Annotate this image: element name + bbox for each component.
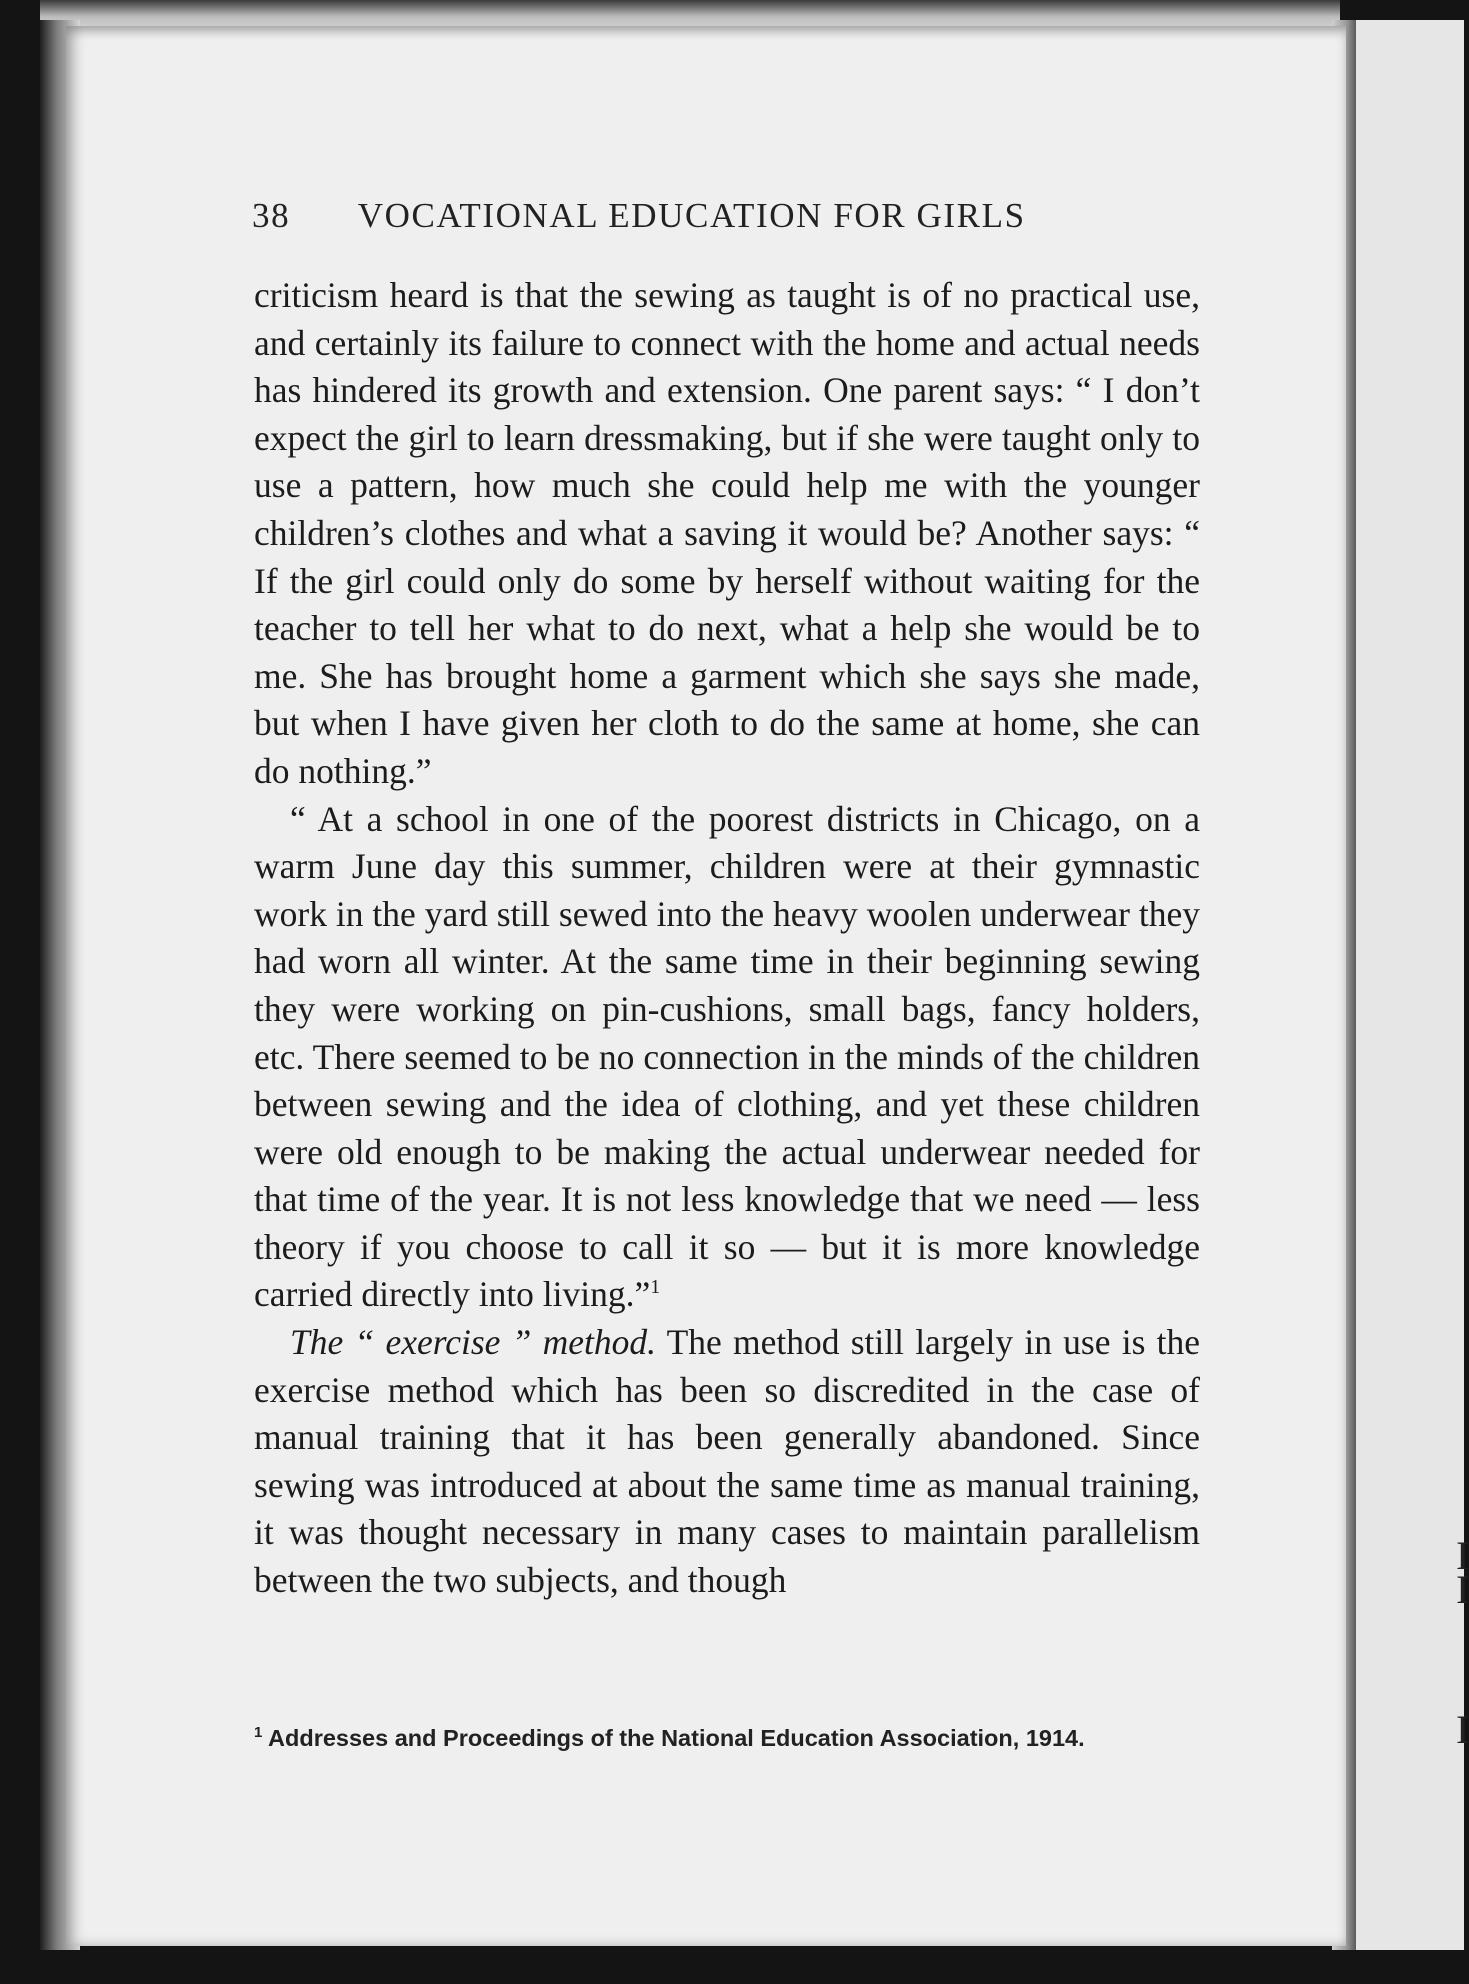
paragraph <box>254 272 1200 796</box>
footnote-reference: 1 <box>650 1276 661 1299</box>
adjacent-page <box>1356 20 1469 1950</box>
footnote-marker: 1 <box>254 1724 263 1742</box>
adjacent-page-fragment: I <box>1456 1567 1469 1612</box>
paragraph-text: The method still largely in use is the exercise method which has been so discredited in the case of manual training that it has been generally abandoned. Since sewing was introduced at about the same time as manual training, it was thought necessary in many cases to maintain parallelism between the two subjects, and though <box>254 1322 1201 1601</box>
page-number: 38 <box>252 196 291 235</box>
footnote <box>254 1722 1200 1754</box>
run-in-heading: The “ exercise ” method. <box>290 1322 656 1363</box>
footnote-text: Addresses and Proceedings of the National Education Association, 1914. <box>268 1725 1085 1751</box>
paragraph-text: “ At a school in one of the poorest districts in Chicago, on a warm June day this summer, children were at their gymnastic work in the yard still sewed into the heavy woolen underwear they had worn all winter. At the same time in their beginning sewing they were working on pin-cushions, small bags, fancy holders, etc. There seemed to be no connection in the minds of the children between sewing and the idea of clothing, and yet these children were old enough to be making the actual underwear needed for that time of the year. It is not less knowledge that we need — less theory if you choose to call it so — but it is more knowledge carried directly into living.” <box>254 798 1200 1315</box>
running-header <box>252 196 1026 236</box>
body-text <box>254 272 1200 1605</box>
running-head-title: VOCATIONAL EDUCATION FOR GIRLS <box>357 196 1026 235</box>
adjacent-page-fragment: I <box>1456 1707 1469 1752</box>
paragraph-text: criticism heard is that the sewing as taught is of no practical use, and certainly its failure to connect with the home and actual needs has hindered its growth and extension. One parent says: “ I don’t expect the girl to learn dressmaking, but if she were taught only to use a pattern, how much she could help me with the younger children’s clothes and what a saving it would be? Another says: “ If the girl could only do some by herself without waiting for the teacher to tell her what to do next, what a help she would be to me. She has brought home a garment which she says she made, but when I have given her cloth to do the same at home, she can do nothing.” <box>254 275 1200 791</box>
paragraph <box>254 1319 1200 1605</box>
paragraph <box>254 796 1200 1320</box>
adjacent-page-fragment: I <box>1456 1533 1469 1578</box>
